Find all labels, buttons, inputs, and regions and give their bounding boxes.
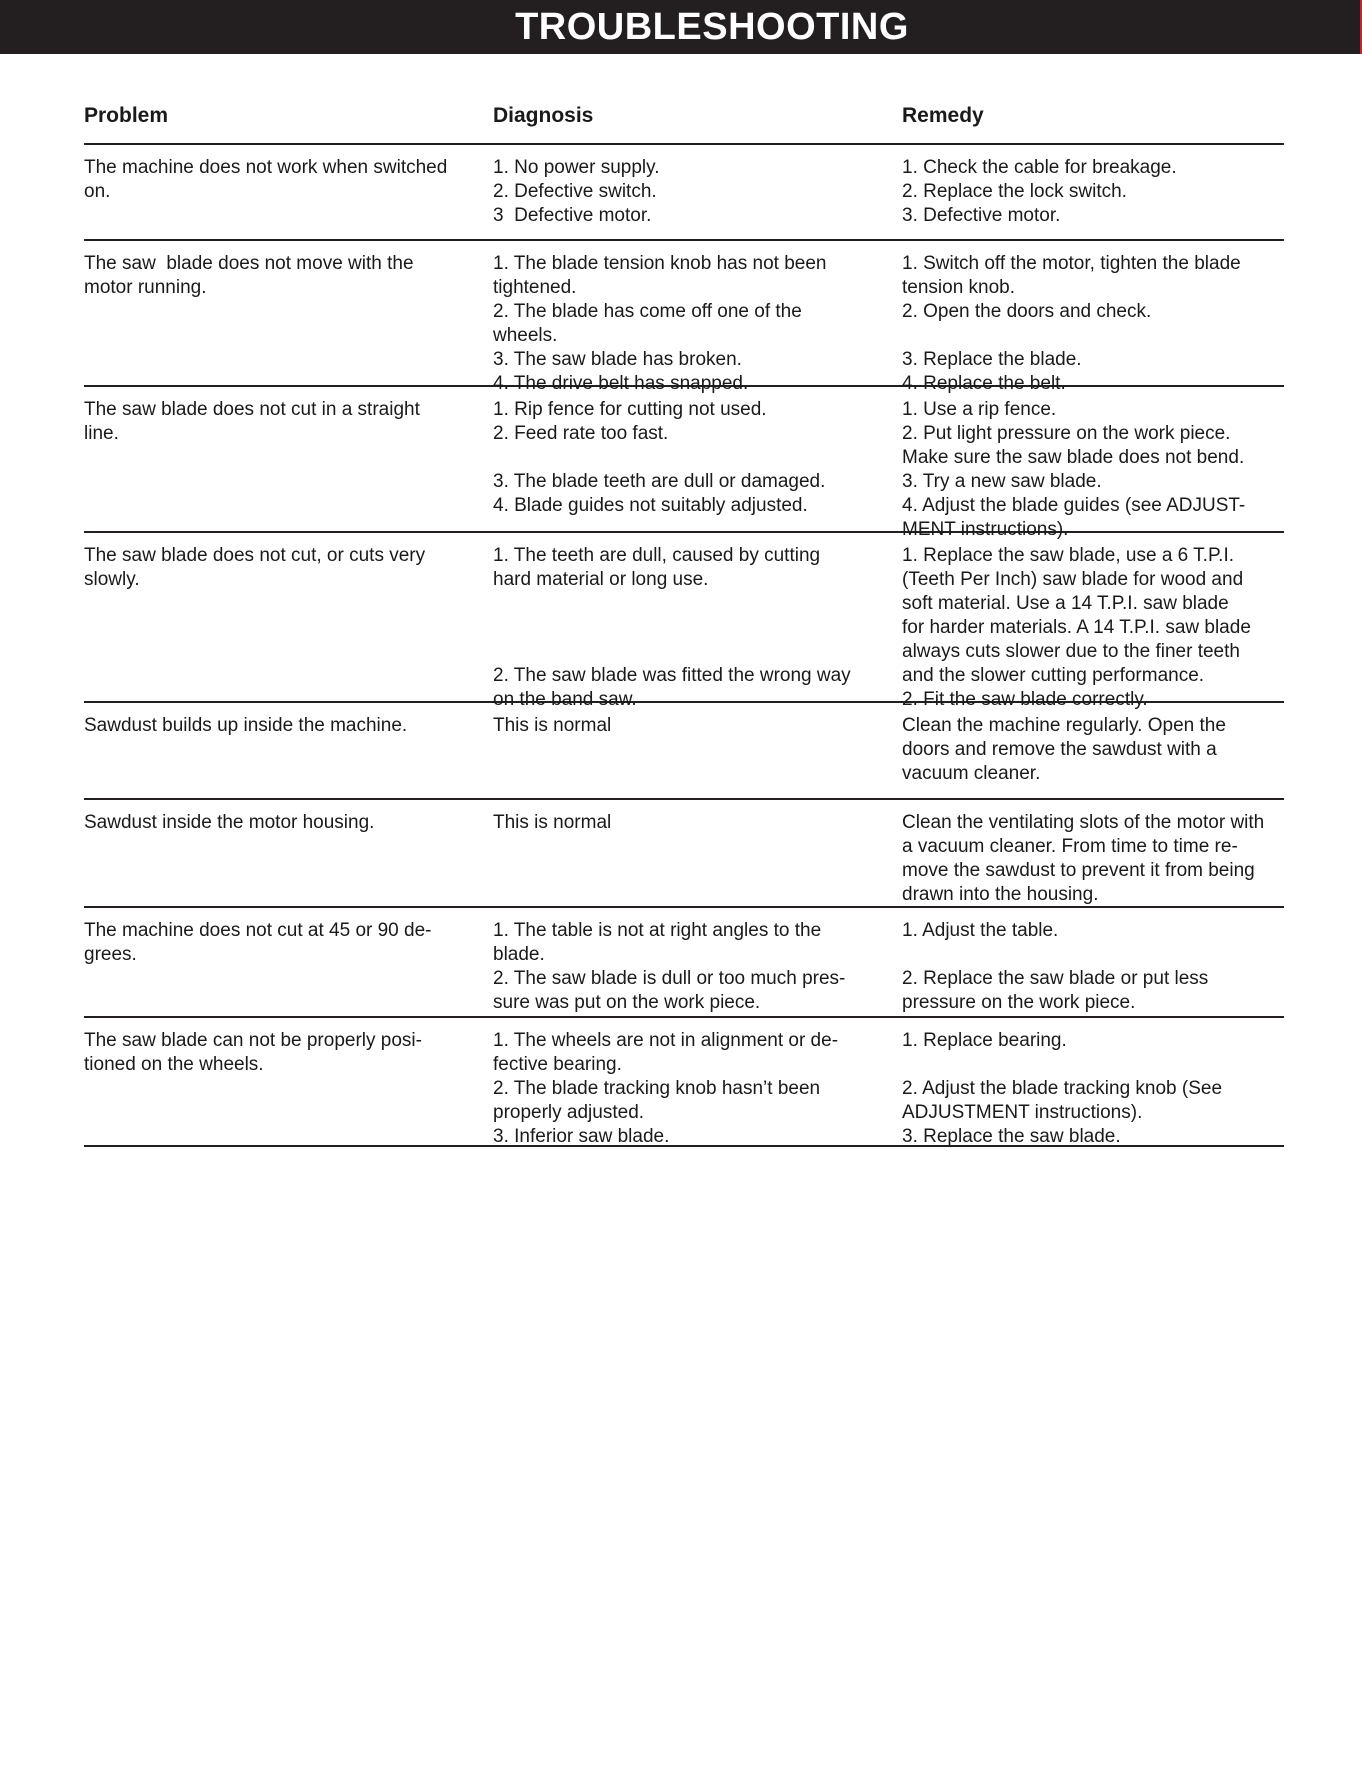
table-row xyxy=(84,1018,1284,1147)
cell-text-line: properly adjusted. xyxy=(493,1102,645,1123)
cell-text-line: 1. No power supply. xyxy=(493,157,660,178)
problem-cell xyxy=(84,156,474,204)
diagnosis-cell xyxy=(493,811,883,835)
cell-text-line: 2. The blade has come off one of the xyxy=(493,301,802,322)
remedy-cell xyxy=(902,156,1292,228)
cell-text-line: The saw blade does not cut, or cuts very xyxy=(84,545,426,566)
cell-text-line: ADJUSTMENT instructions). xyxy=(902,1102,1143,1123)
diagnosis-cell xyxy=(493,156,883,228)
cell-text-line: motor running. xyxy=(84,277,207,298)
cell-text-line: 1. Check the cable for breakage. xyxy=(902,157,1177,178)
cell-text-line: 2. Open the doors and check. xyxy=(902,301,1152,322)
cell-text-line: 1. The teeth are dull, caused by cutting xyxy=(493,545,821,566)
cell-text-line: Make sure the saw blade does not bend. xyxy=(902,447,1245,468)
cell-text-line: 1. Switch off the motor, tighten the blade xyxy=(902,253,1241,274)
cell-text-line: Clean the machine regularly. Open the xyxy=(902,715,1226,736)
cell-text-line: Clean the ventilating slots of the motor with xyxy=(902,812,1265,833)
table-row xyxy=(84,241,1284,394)
cell-text-line: 1. The blade tension knob has not been xyxy=(493,253,827,274)
cell-text-line: 3 Defective motor. xyxy=(493,205,652,226)
cell-text-line: 2. Adjust the blade tracking knob (See xyxy=(902,1078,1223,1099)
cell-text-line: 2. Replace the lock switch. xyxy=(902,181,1127,202)
cell-text-line: a vacuum cleaner. From time to time re- xyxy=(902,836,1238,857)
cell-text-line: 3. Try a new saw blade. xyxy=(902,471,1102,492)
cell-text-line xyxy=(902,324,1292,348)
problem-cell xyxy=(84,1029,474,1077)
diagnosis-cell xyxy=(493,919,883,1015)
cell-text-line: drawn into the housing. xyxy=(902,884,1099,905)
troubleshooting-table xyxy=(84,96,1284,1147)
cell-text-line: doors and remove the sawdust with a xyxy=(902,739,1217,760)
cell-text-line: hard material or long use. xyxy=(493,569,709,590)
cell-text-line: 2. Defective switch. xyxy=(493,181,657,202)
cell-text-line: 1. The wheels are not in alignment or de- xyxy=(493,1030,839,1051)
cell-text-line xyxy=(493,592,883,616)
cell-text-line: 1. Replace bearing. xyxy=(902,1030,1067,1051)
cell-text-line: slowly. xyxy=(84,569,140,590)
table-row xyxy=(84,800,1284,908)
cell-text-line: The machine does not cut at 45 or 90 de- xyxy=(84,920,432,941)
cell-text-line: 4. Adjust the blade guides (see ADJUST- xyxy=(902,495,1246,516)
cell-text-line: and the slower cutting performance. xyxy=(902,665,1205,686)
cell-text-line: 3. Inferior saw blade. xyxy=(493,1126,670,1147)
cell-text-line: soft material. Use a 14 T.P.I. saw blade xyxy=(902,593,1229,614)
cell-text-line: 2. Replace the saw blade or put less xyxy=(902,968,1209,989)
problem-cell xyxy=(84,714,474,738)
cell-text-line: on. xyxy=(84,181,111,202)
cell-text-line: Sawdust builds up inside the machine. xyxy=(84,715,408,736)
problem-cell xyxy=(84,811,474,835)
cell-text-line: on the band saw. xyxy=(493,689,637,710)
cell-text-line: blade. xyxy=(493,944,545,965)
cell-text-line: 3. Defective motor. xyxy=(902,205,1061,226)
problem-cell xyxy=(84,252,474,300)
cell-text-line: tioned on the wheels. xyxy=(84,1054,264,1075)
remedy-cell xyxy=(902,398,1292,542)
cell-text-line xyxy=(902,1053,1292,1077)
table-row xyxy=(84,387,1284,540)
cell-text-line: 3. Replace the saw blade. xyxy=(902,1126,1121,1147)
remedy-cell xyxy=(902,811,1292,907)
cell-text-line: 4. Replace the belt. xyxy=(902,373,1066,394)
cell-text-line: Sawdust inside the motor housing. xyxy=(84,812,375,833)
cell-text-line: 2. The saw blade is dull or too much pres- xyxy=(493,968,846,989)
table-row xyxy=(84,703,1284,800)
cell-text-line: 2. Fit the saw blade correctly. xyxy=(902,689,1148,710)
table-row xyxy=(84,908,1284,1018)
table-row xyxy=(84,145,1284,241)
cell-text-line: move the sawdust to prevent it from being xyxy=(902,860,1255,881)
cell-text-line: 3. The blade teeth are dull or damaged. xyxy=(493,471,826,492)
cell-text-line: fective bearing. xyxy=(493,1054,622,1075)
cell-text-line: MENT instructions). xyxy=(902,519,1069,540)
diagnosis-cell xyxy=(493,1029,883,1149)
cell-text-line: vacuum cleaner. xyxy=(902,763,1041,784)
cell-text-line: tension knob. xyxy=(902,277,1016,298)
cell-text-line xyxy=(902,943,1292,967)
cell-text-line: The saw blade does not move with the xyxy=(84,253,414,274)
cell-text-line: 2. Put light pressure on the work piece. xyxy=(902,423,1231,444)
cell-text-line: (Teeth Per Inch) saw blade for wood and xyxy=(902,569,1244,590)
cell-text-line xyxy=(493,616,883,640)
cell-text-line: line. xyxy=(84,423,119,444)
cell-text-line xyxy=(493,446,883,470)
cell-text-line: for harder materials. A 14 T.P.I. saw blade xyxy=(902,617,1251,638)
title-bar xyxy=(0,0,1362,54)
problem-cell xyxy=(84,398,474,446)
cell-text-line: The saw blade does not cut in a straight xyxy=(84,399,420,420)
cell-text-line: 1. The table is not at right angles to the xyxy=(493,920,822,941)
cell-text-line: 4. Blade guides not suitably adjusted. xyxy=(493,495,808,516)
cell-text-line: 2. The saw blade was fitted the wrong way xyxy=(493,665,851,686)
cell-text-line: 2. Feed rate too fast. xyxy=(493,423,669,444)
cell-text-line: sure was put on the work piece. xyxy=(493,992,761,1013)
diagnosis-cell xyxy=(493,252,883,396)
column-header-problem: Problem xyxy=(84,104,169,127)
cell-text-line: This is normal xyxy=(493,715,612,736)
cell-text-line: This is normal xyxy=(493,812,612,833)
cell-text-line: grees. xyxy=(84,944,137,965)
problem-cell xyxy=(84,919,474,967)
cell-text-line: 1. Adjust the table. xyxy=(902,920,1059,941)
remedy-cell xyxy=(902,919,1292,1015)
table-row xyxy=(84,533,1284,710)
column-header-diagnosis: Diagnosis xyxy=(493,104,594,127)
cell-text-line: The saw blade can not be properly posi- xyxy=(84,1030,422,1051)
remedy-cell xyxy=(902,714,1292,786)
problem-cell xyxy=(84,544,474,592)
cell-text-line: 2. The blade tracking knob hasn’t been xyxy=(493,1078,821,1099)
remedy-cell xyxy=(902,252,1292,396)
cell-text-line: 1. Use a rip fence. xyxy=(902,399,1057,420)
cell-text-line: 3. The saw blade has broken. xyxy=(493,349,742,370)
cell-text-line: 3. Replace the blade. xyxy=(902,349,1082,370)
page-title: TROUBLESHOOTING xyxy=(515,6,909,48)
cell-text-line: always cuts slower due to the finer teeth xyxy=(902,641,1240,662)
cell-text-line: wheels. xyxy=(493,325,558,346)
table-body xyxy=(84,145,1284,1147)
cell-text-line: 4. The drive belt has snapped. xyxy=(493,373,749,394)
cell-text-line: 1. Replace the saw blade, use a 6 T.P.I. xyxy=(902,545,1235,566)
diagnosis-cell xyxy=(493,714,883,738)
cell-text-line: tightened. xyxy=(493,277,577,298)
column-header-remedy: Remedy xyxy=(902,104,984,127)
diagnosis-cell xyxy=(493,398,883,518)
cell-text-line: The machine does not work when switched xyxy=(84,157,448,178)
remedy-cell xyxy=(902,544,1292,712)
cell-text-line: 1. Rip fence for cutting not used. xyxy=(493,399,767,420)
cell-text-line: pressure on the work piece. xyxy=(902,992,1136,1013)
remedy-cell xyxy=(902,1029,1292,1149)
cell-text-line xyxy=(493,640,883,664)
table-header-row xyxy=(84,96,1284,145)
diagnosis-cell xyxy=(493,544,883,712)
